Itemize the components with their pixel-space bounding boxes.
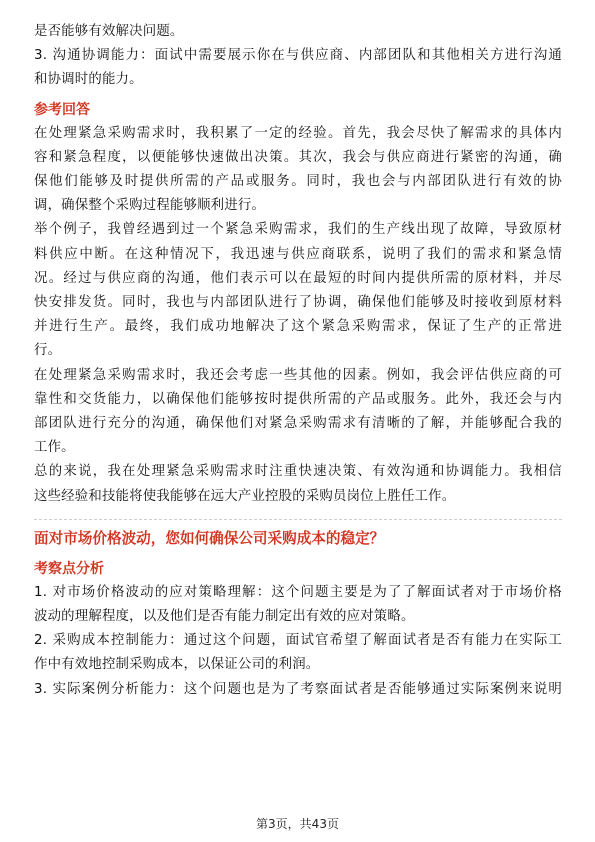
page-content xyxy=(34,20,562,702)
analysis-list xyxy=(34,581,562,702)
text-line: 容和紧急程度，以便能够快速做出决策。其次，我会与供应商进行紧密的沟通，确 xyxy=(34,149,562,165)
list-item: 波动的理解程度，以及他们是否有能力制定出有效的应对策略。 xyxy=(34,609,415,625)
text-line: 在处理紧急采购需求时，我积累了一定的经验。首先，我会尽快了解需求的具体内 xyxy=(34,125,562,141)
list-item: 3. 实际案例分析能力：这个问题也是为了考察面试者是否能够通过实际案例来说明 xyxy=(34,681,562,697)
text-line: 工作。 xyxy=(34,440,75,456)
page-footer: 第3页，共43页 xyxy=(256,817,339,831)
text-line: 况。经过与供应商的沟通，他们表示可以在最短的时间内提供所需的原材料，并尽 xyxy=(34,270,562,286)
text-line: 靠性和交货能力，以确保他们能够按时提供所需的产品或服务。此外，我还会与内 xyxy=(34,391,562,407)
answer-paragraph xyxy=(34,460,562,508)
list-item: 作中有效地控制采购成本，以保证公司的利润。 xyxy=(34,657,320,673)
text-line: 这些经验和技能将使我能够在远大产业控股的采购员岗位上胜任工作。 xyxy=(34,488,456,504)
answer-paragraph xyxy=(34,364,562,461)
text-line: 保他们能够及时提供所需的产品或服务。同时，我也会与内部团队进行有效的协 xyxy=(34,174,562,190)
text-line: 行。 xyxy=(34,343,62,359)
intro-block xyxy=(34,20,562,93)
answer-paragraph xyxy=(34,218,562,363)
text-line: 是否能够有效解决问题。 xyxy=(34,24,184,39)
text-line: 3. 沟通协调能力：面试中需要展示你在与供应商、内部团队和其他相关方进行沟通 xyxy=(34,48,562,64)
section-divider xyxy=(34,519,562,520)
text-line: 并进行生产。最终，我们成功地解决了这个紧急采购需求，保证了生产的正常进 xyxy=(34,319,562,335)
analysis-heading: 考察点分析 xyxy=(34,560,104,577)
text-line: 在处理紧急采购需求时，我还会考虑一些其他的因素。例如，我会评估供应商的可 xyxy=(34,367,562,383)
text-line: 料供应中断。在这种情况下，我迅速与供应商联系，说明了我们的需求和紧急情 xyxy=(34,246,562,262)
text-line: 调，确保整个采购过程能够顺利进行。 xyxy=(34,198,266,214)
text-line: 快安排发货。同时，我也与内部团队进行了协调，确保他们能够及时接收到原材料 xyxy=(34,295,562,311)
answer-paragraph xyxy=(34,122,562,219)
list-item: 1. 对市场价格波动的应对策略理解：这个问题主要是为了了解面试者对于市场价格 xyxy=(34,584,562,600)
text-line: 举个例子，我曾经遇到过一个紧急采购需求，我们的生产线出现了故障，导致原材 xyxy=(34,222,562,238)
text-line: 总的来说，我在处理紧急采购需求时注重快速决策、有效沟通和协调能力。我相信 xyxy=(34,464,562,480)
question-heading: 面对市场价格波动，您如何确保公司采购成本的稳定？ xyxy=(34,529,385,547)
text-line: 部团队进行充分的沟通，确保他们对紧急采购需求有清晰的了解，并能够配合我的 xyxy=(34,416,562,432)
text-line: 和协调时的能力。 xyxy=(34,72,143,88)
answer-heading: 参考回答 xyxy=(34,101,90,118)
list-item: 2. 采购成本控制能力：通过这个问题，面试官希望了解面试者是否有能力在实际工 xyxy=(34,633,562,649)
